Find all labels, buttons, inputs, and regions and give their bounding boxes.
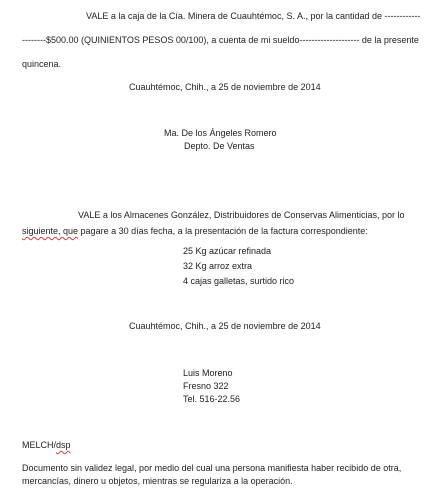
vale2-item-3: 4 cajas galletas, surtido rico <box>183 276 295 286</box>
vale2-line1: VALE a los Almacenes González, Distribuidores de Conservas Alimenticias, por lo <box>78 210 405 220</box>
vale2-item-1: 25 Kg azúcar refinada <box>183 246 272 256</box>
vale2-signer-name: Luis Moreno <box>183 368 233 378</box>
vale1-line2: --------$500.00 (QUINIENTOS PESOS 00/100), a cuenta de mi sueldo-------------------- de la presente <box>22 35 419 45</box>
spellcheck-squiggle: siguiente, que <box>22 226 79 236</box>
initials <box>22 440 71 451</box>
vale1-date: Cuauhtémoc, Chih., a 25 de noviembre de 2014 <box>129 82 321 92</box>
vale2-item-2: 32 Kg arroz extra <box>183 261 253 271</box>
vale1-line3: quincena. <box>22 59 62 69</box>
vale2-date: Cuauhtémoc, Chih., a 25 de noviembre de 2014 <box>129 321 321 331</box>
vale1-signer-name: Ma. De los Ángeles Romero <box>164 128 277 138</box>
initials-main: MELCH/ <box>22 440 57 450</box>
vale1-line1: VALE a la caja de la Cía. Minera de Cuauhtémoc, S. A., por la cantidad de ------------ <box>86 11 421 21</box>
initials-squiggle: dsp <box>56 440 71 450</box>
vale1-signer-dept: Depto. De Ventas <box>184 141 255 151</box>
vale2-signer-phone: Tel. 516-22.56 <box>183 394 241 404</box>
vale2-line2 <box>22 226 368 237</box>
definition-line2: mercancías, dinero u objetos, mientras se regulariza a la operación. <box>22 476 293 486</box>
definition-line1: Documento sin validez legal, por medio del cual una persona manifiesta haber recibido de otra, <box>22 463 402 473</box>
vale2-line2-rest: pagare a 30 días fecha, a la presentación de la factura correspondiente: <box>78 226 368 236</box>
vale2-signer-address: Fresno 322 <box>183 381 229 391</box>
